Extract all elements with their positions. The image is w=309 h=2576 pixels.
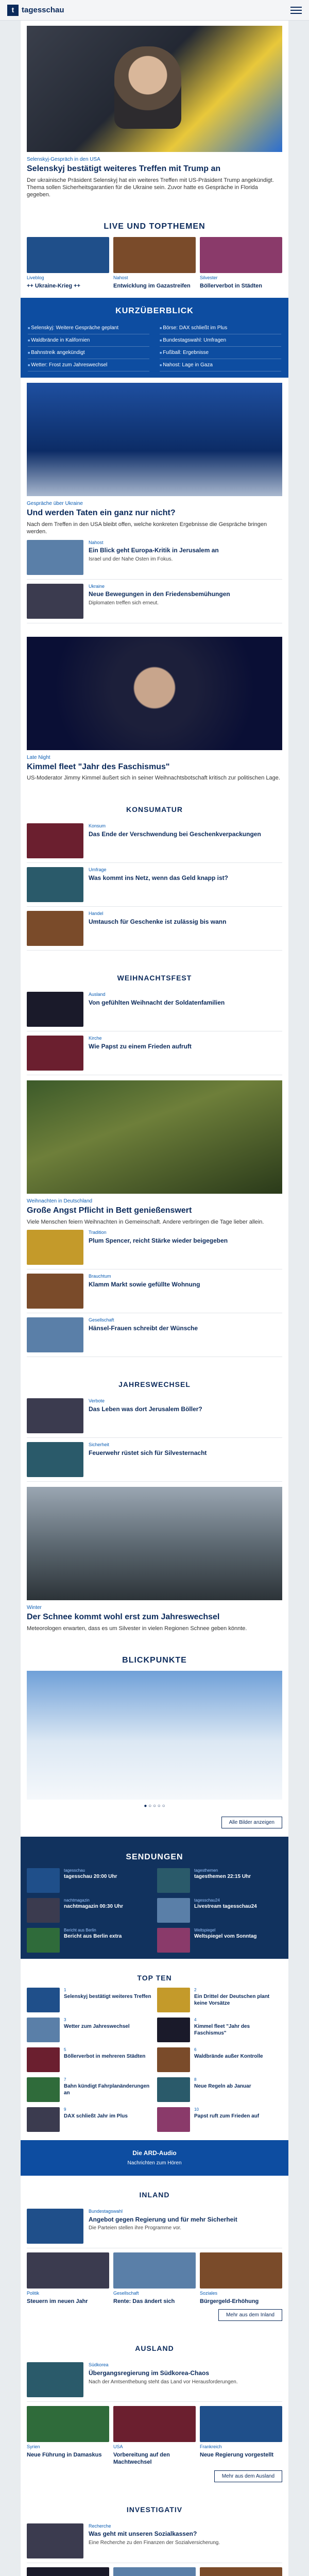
teaser-thumb — [27, 911, 83, 946]
logo[interactable] — [7, 5, 64, 16]
teaser-large[interactable] — [21, 378, 288, 631]
hero-teaser-text: Der ukrainische Präsident Selenskyj hat ein weiteres Treffen mit US-Präsident Trump angekündigt. Thema sollen Sicherheitsgarantien für die Ukraine sein. Zuvor hatte es Gespräche in Florida gegeben. — [27, 177, 274, 198]
card-headline[interactable]: Papst ruft zum Frieden auf — [194, 2113, 260, 2119]
item-topline: Sicherheit — [89, 1442, 110, 1448]
teaser-text: US-Moderator Jimmy Kimmel äußert sich in seiner Weihnachtsbotschaft kritisch zur politischen Lage. — [27, 775, 280, 782]
item-topline: Handel — [89, 910, 104, 916]
show-title[interactable]: Weltspiegel vom Sonntag — [194, 1934, 257, 1940]
teaser-item[interactable] — [27, 580, 282, 623]
card-headline[interactable]: Böllerverbot in mehreren Städten — [64, 2053, 146, 2059]
card-image — [113, 2567, 196, 2576]
show-title[interactable]: Livestream tagesschau24 — [194, 1904, 257, 1910]
show-card[interactable] — [27, 1898, 152, 1923]
teaser-text: Meteorologen erwarten, dass es um Silvester in vielen Regionen Schnee geben könnte. — [27, 1625, 247, 1632]
teaser-topline: Winter — [27, 1605, 42, 1611]
item-headline[interactable]: Angebot gegen Regierung und für mehr Sicherheit — [89, 2215, 237, 2223]
teaser-item[interactable] — [27, 819, 282, 863]
item-topline: Recherche — [89, 2523, 111, 2529]
item-text: Israel und der Nahe Osten im Fokus. — [89, 556, 173, 562]
item-headline[interactable]: Feuerwehr rüstet sich für Silvesternacht — [89, 1449, 207, 1457]
card-thumb — [157, 2018, 190, 2042]
main-column — [21, 21, 288, 2576]
item-topline: Gesellschaft — [89, 1317, 114, 1323]
live-card[interactable] — [200, 237, 282, 290]
section-title: BLICKPUNKTE — [122, 1655, 187, 1665]
section-title: JAHRESWECHSEL — [118, 1380, 191, 1389]
item-topline: Kirche — [89, 1036, 102, 1041]
top-bar — [0, 0, 309, 21]
teaser-thumb — [27, 867, 83, 902]
menu-icon[interactable] — [290, 7, 302, 14]
show-thumb — [27, 1928, 60, 1953]
topten-card[interactable] — [157, 2107, 282, 2132]
item-headline[interactable]: Was kommt ins Netz, wenn das Geld knapp ist? — [89, 874, 228, 882]
teaser-item[interactable] — [27, 1394, 282, 1438]
card-image — [27, 237, 109, 273]
teaser-item[interactable] — [27, 1269, 282, 1313]
section-title: TOP TEN — [137, 1974, 172, 1982]
news-list-item[interactable]: ■ Nahost: Lage in Gaza — [160, 359, 281, 371]
topten-card[interactable] — [27, 2018, 152, 2042]
card-topline: Soziales — [200, 2291, 218, 2296]
card-topline: Silvester — [200, 275, 218, 281]
card-thumb — [157, 2047, 190, 2072]
teaser-thumb — [27, 1274, 83, 1309]
show-thumb — [157, 1928, 190, 1953]
news-list-item[interactable]: ■ Fußball: Ergebnisse — [160, 347, 281, 359]
card-thumb — [27, 2047, 60, 2072]
show-card[interactable] — [157, 1898, 282, 1923]
item-headline[interactable]: Von gefühlten Weihnacht der Soldatenfamilien — [89, 998, 225, 1006]
card-headline[interactable]: ++ Ukraine-Krieg ++ — [27, 283, 80, 290]
card-headline[interactable]: Rente: Das ändert sich — [113, 2298, 175, 2304]
card-thumb — [157, 2107, 190, 2132]
news-list-item[interactable]: ■ Wetter: Frost zum Jahreswechsel — [28, 359, 149, 371]
section-title: LIVE UND TOPTHEMEN — [104, 222, 205, 231]
show-card[interactable] — [27, 1928, 152, 1953]
grid-card[interactable] — [113, 2567, 196, 2576]
teaser-topline: Gespräche über Ukraine — [27, 501, 83, 507]
topten-card[interactable] — [157, 2047, 282, 2072]
teaser-thumb — [27, 1230, 83, 1265]
card-headline[interactable]: Neue Regierung vorgestellt — [200, 2451, 274, 2458]
hero-headline[interactable]: Selenskyj bestätigt weiteres Treffen mit Trump an — [27, 164, 221, 173]
rank-number: 8 — [194, 2077, 197, 2082]
show-thumb — [157, 1898, 190, 1923]
teaser-thumb — [27, 2209, 83, 2244]
card-headline[interactable]: Entwicklung im Gazastreifen — [113, 283, 191, 290]
card-image — [200, 237, 282, 273]
card-thumb — [27, 2077, 60, 2102]
topten-card[interactable] — [27, 2107, 152, 2132]
show-topline: nachtmagazin — [64, 1898, 90, 1903]
item-text: Eine Recherche zu den Finanzen der Sozialversicherung. — [89, 2539, 220, 2546]
item-topline: Verbote — [89, 1398, 105, 1404]
news-list-item[interactable]: ■ Bahnstreik angekündigt — [28, 347, 149, 359]
item-headline[interactable]: Klamm Markt sowie gefüllte Wohnung — [89, 1280, 200, 1288]
topten-card[interactable] — [157, 1988, 282, 2012]
item-headline[interactable]: Wie Papst zu einem Frieden aufruft — [89, 1042, 192, 1050]
section-title: AUSLAND — [135, 2344, 174, 2353]
grid-card[interactable] — [200, 2252, 282, 2305]
card-image — [200, 2567, 282, 2576]
show-topline: Weltspiegel — [194, 1928, 216, 1933]
rank-number: 4 — [194, 2018, 197, 2023]
teaser-thumb — [27, 1036, 83, 1071]
teaser-thumb — [27, 540, 83, 575]
card-headline[interactable]: Steuern im neuen Jahr — [27, 2298, 88, 2304]
show-card[interactable] — [157, 1928, 282, 1953]
teaser-image[interactable] — [27, 1487, 282, 1600]
topten-card[interactable] — [27, 1988, 152, 2012]
investigativ-section — [21, 2490, 288, 2576]
item-headline[interactable]: Übergangsregierung im Südkorea-Chaos — [89, 2369, 210, 2377]
item-headline[interactable]: Plum Spencer, reicht Stärke wieder beigegeben — [89, 1236, 228, 1244]
teaser-image[interactable] — [27, 637, 282, 750]
show-topline: tagesschau24 — [194, 1898, 220, 1903]
show-topline: Bericht aus Berlin — [64, 1928, 96, 1933]
show-thumb — [157, 1868, 190, 1893]
show-thumb — [27, 1898, 60, 1923]
logo-text: tagesschau — [22, 5, 64, 14]
teaser-thumb — [27, 992, 83, 1027]
card-thumb — [157, 1988, 190, 2012]
card-headline[interactable]: Bürgergeld-Erhöhung — [200, 2298, 259, 2304]
card-headline[interactable]: Bahn kündigt Fahrplanänderungen an — [64, 2083, 150, 2096]
teaser-thumb — [27, 584, 83, 619]
show-topline: tagesschau — [64, 1868, 85, 1873]
item-topline: Nahost — [89, 539, 104, 545]
app-banner[interactable] — [21, 2140, 288, 2176]
jahreswechsel-section — [21, 1365, 288, 1640]
teaser-item[interactable] — [27, 1313, 282, 1357]
show-thumb — [27, 1868, 60, 1893]
app-banner-title: Die ARD-Audio — [132, 2149, 177, 2157]
card-headline[interactable]: Vorbereitung auf den Machtwechsel — [113, 2451, 170, 2466]
grid-card[interactable] — [27, 2406, 109, 2466]
section-title: SENDUNGEN — [126, 1853, 183, 1862]
news-list-item[interactable]: ■ Börse: DAX schließt im Plus — [160, 322, 281, 334]
grid-card[interactable] — [113, 2406, 196, 2466]
rank-number: 2 — [194, 1988, 197, 1993]
item-headline[interactable]: Umtausch für Geschenke ist zulässig bis wann — [89, 918, 227, 925]
teaser-headline[interactable]: Der Schnee kommt wohl erst zum Jahreswechsel — [27, 1613, 220, 1622]
card-headline[interactable]: Neue Regeln ab Januar — [194, 2083, 251, 2089]
topten-card[interactable] — [27, 2077, 152, 2102]
rank-number: 5 — [64, 2047, 66, 2053]
item-headline[interactable]: Was geht mit unseren Sozialkassen? — [89, 2530, 197, 2538]
teaser-thumb — [27, 2362, 83, 2397]
item-headline[interactable]: Neue Bewegungen in den Friedensbemühungen — [89, 590, 230, 598]
inland-section — [21, 2176, 288, 2329]
card-image — [113, 2252, 196, 2289]
card-image — [27, 2252, 109, 2289]
topten-card[interactable] — [157, 2077, 282, 2102]
card-image — [200, 2406, 282, 2442]
item-text: Diplomaten treffen sich erneut. — [89, 600, 159, 606]
item-topline: Konsum — [89, 823, 106, 828]
teaser-text: Nach dem Treffen in den USA bleibt offen, welche konkreten Ergebnisse die Gespräche bringen werden. — [27, 521, 267, 535]
gallery-image[interactable] — [27, 1671, 282, 1800]
card-topline: Politik — [27, 2291, 40, 2296]
card-thumb — [27, 2107, 60, 2132]
teaser-large[interactable] — [21, 632, 288, 790]
teaser-topline: Late Night — [27, 754, 50, 760]
news-list-item[interactable]: ■ Waldbrände in Kalifornien — [28, 334, 149, 347]
card-image — [27, 2567, 109, 2576]
section-title: WEIHNACHTSFEST — [117, 973, 192, 982]
item-topline: Südkorea — [89, 2362, 109, 2368]
item-topline: Ukraine — [89, 583, 105, 589]
teaser-item[interactable] — [27, 2358, 282, 2402]
item-text: Die Parteien stellen ihre Programme vor. — [89, 2225, 182, 2231]
teaser-thumb — [27, 1398, 83, 1433]
gallery-dots[interactable]: ● ○ ○ ○ ○ — [144, 1803, 165, 1809]
item-headline[interactable]: Das Leben was dort Jerusalem Böller? — [89, 1405, 202, 1413]
card-image — [200, 2252, 282, 2289]
section-title: KONSUMATUR — [126, 805, 183, 814]
grid-card[interactable] — [113, 2252, 196, 2305]
show-card[interactable] — [157, 1868, 282, 1893]
item-headline[interactable]: Das Ende der Verschwendung bei Geschenkverpackungen — [89, 830, 261, 838]
card-thumb — [27, 1988, 60, 2012]
card-topline: Syrien — [27, 2444, 40, 2450]
grid-card[interactable] — [27, 2567, 109, 2576]
section-title: KURZÜBERBLICK — [115, 307, 194, 316]
card-headline[interactable]: DAX schließt Jahr im Plus — [64, 2113, 128, 2119]
card-headline[interactable]: Selenskyj bestätigt weiteres Treffen — [64, 1993, 151, 1999]
section-title: INVESTIGATIV — [126, 2505, 183, 2514]
teaser-item[interactable] — [27, 1226, 282, 1269]
teaser-item[interactable] — [27, 907, 282, 951]
show-title[interactable]: tagesthemen 22:15 Uhr — [194, 1874, 251, 1880]
card-thumb — [157, 2077, 190, 2102]
card-topline: Frankreich — [200, 2444, 222, 2450]
app-banner-subtitle: Nachrichten zum Hören — [127, 2160, 182, 2166]
topten-section — [21, 1959, 288, 2140]
teaser-text: Viele Menschen feiern Weihnachten in Gemeinschaft. Andere verbringen die Tage lieber allein. — [27, 1218, 264, 1225]
teaser-thumb — [27, 823, 83, 858]
teaser-item[interactable] — [27, 1438, 282, 1482]
show-card[interactable] — [27, 1868, 152, 1893]
teaser-item[interactable] — [27, 2205, 282, 2248]
card-headline[interactable]: Neue Führung in Damaskus — [27, 2451, 102, 2458]
show-title[interactable]: nachtmagazin 00:30 Uhr — [64, 1904, 124, 1910]
rank-number: 1 — [64, 1988, 66, 1993]
show-topline: tagesthemen — [194, 1868, 218, 1873]
topten-card[interactable] — [27, 2047, 152, 2072]
teaser-item[interactable] — [27, 2519, 282, 2563]
teaser-thumb — [27, 2523, 83, 2558]
grid-card[interactable] — [200, 2406, 282, 2466]
item-topline: Ausland — [89, 992, 106, 997]
ausland-section — [21, 2329, 288, 2490]
news-list-right — [160, 322, 281, 371]
teaser-item[interactable] — [27, 1031, 282, 1075]
teaser-topline: Weihnachten in Deutschland — [27, 1198, 93, 1205]
card-image — [27, 2406, 109, 2442]
item-topline: Brauchtum — [89, 1274, 111, 1279]
grid-card[interactable] — [27, 2252, 109, 2305]
show-title[interactable]: tagesschau 20:00 Uhr — [64, 1874, 117, 1880]
card-topline: Liveblog — [27, 275, 44, 281]
hero-teaser[interactable] — [21, 21, 288, 207]
rank-number: 10 — [194, 2107, 199, 2112]
news-list-item[interactable]: ■ Selenskyj: Weitere Gespräche geplant — [28, 322, 149, 334]
teaser-image[interactable] — [27, 1080, 282, 1194]
konsum-section — [21, 790, 288, 959]
card-headline[interactable]: Kimmel fleet "Jahr des Faschismus" — [194, 2023, 250, 2036]
teaser-headline[interactable]: Und werden Taten ein ganz nur nicht? — [27, 509, 176, 518]
teaser-item[interactable] — [27, 536, 282, 580]
teaser-item[interactable] — [27, 988, 282, 1031]
topten-card[interactable] — [157, 2018, 282, 2042]
teaser-thumb — [27, 1317, 83, 1352]
live-section — [21, 207, 288, 298]
rank-number: 3 — [64, 2018, 66, 2023]
weihnacht-section — [21, 959, 288, 1365]
live-card[interactable] — [27, 237, 109, 290]
card-thumb — [27, 2018, 60, 2042]
teaser-item[interactable] — [27, 863, 282, 907]
item-text: Nach der Amtsenthebung steht das Land vor Herausforderungen. — [89, 2379, 238, 2385]
rank-number: 7 — [64, 2077, 66, 2082]
teaser-thumb — [27, 1442, 83, 1477]
rank-number: 6 — [194, 2047, 197, 2053]
blickpunkte-section — [21, 1641, 288, 1837]
news-list-left — [28, 322, 149, 371]
rank-number: 9 — [64, 2107, 66, 2112]
card-image — [113, 2406, 196, 2442]
live-card[interactable] — [113, 237, 196, 290]
section-title: INLAND — [139, 2190, 170, 2199]
sendungen-box — [21, 1837, 288, 1959]
teaser-headline[interactable]: Große Angst Pflicht in Bett genießenswert — [27, 1206, 192, 1215]
card-topline: USA — [113, 2444, 123, 2450]
card-topline: Nahost — [113, 275, 128, 281]
show-title[interactable]: Bericht aus Berlin extra — [64, 1934, 122, 1940]
card-topline: Gesellschaft — [113, 2291, 139, 2296]
card-headline[interactable]: Wetter zum Jahreswechsel — [64, 2023, 130, 2029]
item-headline[interactable]: Ein Blick geht Europa-Kritik in Jerusalem an — [89, 547, 219, 554]
logo-mark-icon: t — [7, 5, 19, 16]
teaser-image[interactable] — [27, 383, 282, 496]
teaser-headline[interactable]: Kimmel fleet "Jahr des Faschismus" — [27, 762, 170, 771]
card-headline[interactable]: Waldbrände außer Kontrolle — [194, 2053, 263, 2059]
item-headline[interactable]: Hänsel-Frauen schreibt der Wünsche — [89, 1324, 198, 1332]
item-topline: Umfrage — [89, 867, 107, 872]
more-button[interactable]: Mehr aus dem Ausland — [214, 2470, 282, 2482]
gallery-more-button[interactable]: Alle Bilder anzeigen — [221, 1817, 282, 1828]
item-topline: Bundestagswahl — [89, 2209, 123, 2214]
grid-card[interactable] — [200, 2567, 282, 2576]
more-button[interactable]: Mehr aus dem Inland — [218, 2309, 282, 2321]
kurzueberblick-box — [21, 298, 288, 378]
card-headline[interactable]: Ein Drittel der Deutschen plant keine Vorsätze — [194, 1993, 270, 2006]
item-topline: Tradition — [89, 1230, 107, 1235]
card-image — [113, 237, 196, 273]
hero-image[interactable] — [27, 26, 282, 152]
hero-topline: Selenskyj-Gespräch in den USA — [27, 157, 100, 162]
card-headline[interactable]: Böllerverbot in Städten — [200, 283, 263, 290]
news-list-item[interactable]: ■ Bundestagswahl: Umfragen — [160, 334, 281, 347]
